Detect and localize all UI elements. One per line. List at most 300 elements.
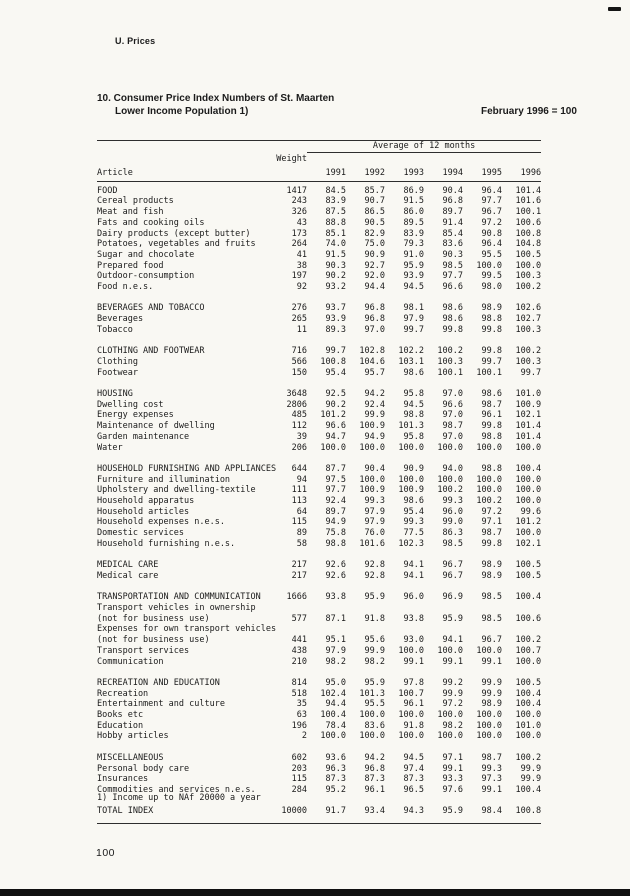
cell-1991: 93.9 [325,314,346,325]
cell-1991: 92.4 [325,496,346,507]
cell-1994: 97.7 [442,271,463,282]
cell-1996: 100.0 [515,260,542,271]
cell-1994: 97.0 [442,410,463,421]
cell-1993: 100.0 [398,442,424,453]
cell-1992: 95.9 [364,592,385,603]
table-row [97,464,541,475]
table-row [97,571,541,582]
cell-1994: 96.8 [442,196,463,207]
cell-1993: 94.1 [403,560,424,571]
cell-weight: 326 [291,207,307,218]
cell-1995: 98.7 [481,752,502,763]
cell-1993: 86.9 [403,185,424,196]
cell-article: Energy expenses [97,410,174,421]
cell-1993: 91.8 [403,720,424,731]
cell-1991: 100.0 [320,731,346,742]
cell-1991 [307,624,346,635]
table-row [97,528,541,539]
cell-weight: 264 [291,239,307,250]
cell-article: Education [97,720,144,731]
footnote: 1) Income up to NAf 20000 a year [97,793,261,803]
cell-1993: 102.3 [398,538,424,549]
cell-1994: 97.0 [442,389,463,400]
cell-1996: 100.0 [515,528,542,539]
cell-1992: 87.3 [364,774,385,785]
cell-1993: 100.0 [398,731,424,742]
cell-1994: 95.9 [442,806,463,817]
cell-1991: 96.6 [325,421,346,432]
cell-article: Meat and fish [97,207,164,218]
cell-1991: 78.4 [325,720,346,731]
cell-article: TRANSPORTATION AND COMMUNICATION [97,592,261,603]
cell-1995: 97.1 [481,517,502,528]
cell-1995: 98.9 [481,560,502,571]
cell-weight: 814 [291,677,307,688]
empty-header-cell [269,141,307,153]
cell-1991: 91.5 [325,249,346,260]
spacer-cell [97,378,541,389]
cell-1993: 94.5 [403,399,424,410]
table-row [97,432,541,443]
cell-1993: 93.9 [403,271,424,282]
cell-1992: 94.2 [364,752,385,763]
cell-weight: 196 [291,720,307,731]
cell-1995: 97.2 [481,217,502,228]
weight-column-header: Weight [276,154,307,164]
cell-1991: 93.2 [325,282,346,293]
table-row [97,282,541,293]
avg-header-row [97,141,541,153]
cell-article: MISCELLANEOUS [97,752,164,763]
column-header-row [97,165,541,182]
cell-1994: 99.8 [442,324,463,335]
cell-1994: 95.9 [442,613,463,624]
cell-1993: 99.7 [403,324,424,335]
cell-weight: 485 [291,410,307,421]
cell-1996: 100.2 [515,346,542,357]
cell-1993: 95.4 [403,506,424,517]
cell-1991: 94.9 [325,517,346,528]
cell-weight [269,603,307,614]
year-column-header-1996: 1996 [502,165,541,182]
cell-1992: 85.7 [364,185,385,196]
table-row [97,646,541,657]
cell-1992: 92.8 [364,560,385,571]
cell-article: Furniture and illumination [97,474,231,485]
table-row [97,614,541,625]
cell-1995: 98.0 [481,282,502,293]
cell-1992: 97.0 [364,324,385,335]
cell-weight: 173 [291,228,307,239]
table-row [97,764,541,775]
cell-1992: 99.3 [364,496,385,507]
cell-weight: 276 [291,303,307,314]
cell-weight: 217 [291,570,307,581]
cell-1995: 100.0 [476,474,502,485]
cell-weight: 150 [291,367,307,378]
table-row [97,624,541,635]
table-row [97,560,541,571]
cell-1992: 100.0 [359,474,385,485]
cell-article: TOTAL INDEX [97,806,154,817]
cell-article: Cereal products [97,196,174,207]
cell-article: BEVERAGES AND TOBACCO [97,303,205,314]
cell-1996: 100.5 [515,249,542,260]
cell-1991: 92.6 [325,570,346,581]
cell-1992: 90.4 [364,463,385,474]
cell-1995: 99.8 [481,324,502,335]
cell-1993: 99.1 [403,656,424,667]
cell-1993: 99.3 [403,517,424,528]
cell-1995 [463,624,502,635]
cell-1991: 94.4 [325,699,346,710]
page-title-line2: Lower Income Population 1) [115,106,249,117]
cell-1991: 92.5 [325,389,346,400]
cell-1995: 98.5 [481,592,502,603]
cell-1992: 95.5 [364,699,385,710]
cell-1996: 100.0 [515,496,542,507]
cell-article: FOOD [97,185,118,196]
cell-1994: 100.3 [437,356,463,367]
cell-1993: 97.4 [403,763,424,774]
cell-1991: 88.8 [325,217,346,228]
cell-1996: 100.2 [515,635,542,646]
cell-1992: 101.6 [359,538,385,549]
cell-1991: 89.7 [325,506,346,517]
cell-1991: 87.5 [325,207,346,218]
cell-1991: 100.8 [320,356,346,367]
cell-1996: 101.2 [515,517,542,528]
cell-1995: 99.9 [481,688,502,699]
cell-weight: 41 [296,249,307,260]
cell-1992: 100.9 [359,421,385,432]
cell-1995: 100.0 [476,710,502,721]
cell-1994: 100.1 [437,367,463,378]
table-row [97,731,541,742]
year-column-header-1993: 1993 [385,165,424,182]
cell-1995: 98.4 [481,806,502,817]
cell-weight: 1417 [286,185,307,196]
spacer-row [97,336,541,347]
cell-1991: 89.3 [325,324,346,335]
cell-1996: 100.4 [515,688,542,699]
cell-1994: 98.6 [442,314,463,325]
table-row [97,721,541,732]
cell-article: CLOTHING AND FOOTWEAR [97,346,205,357]
cell-article: Tobacco [97,324,133,335]
cell-1993: 89.5 [403,217,424,228]
cell-1991: 93.7 [325,303,346,314]
cell-weight: 43 [296,217,307,228]
cell-1992: 90.7 [364,196,385,207]
cell-1996: 100.0 [515,710,542,721]
cell-article: Household furnishing n.e.s. [97,538,236,549]
cell-weight: 2 [301,731,307,742]
table-row [97,753,541,764]
table-row [97,657,541,668]
spacer-cell [97,667,541,678]
cell-1993: 91.0 [403,249,424,260]
cell-1992: 101.3 [359,688,385,699]
cell-article: Transport services [97,645,190,656]
cell-1992: 90.5 [364,217,385,228]
cell-1994: 90.4 [442,185,463,196]
cell-1991: 100.4 [320,710,346,721]
cell-1996: 100.5 [515,570,542,581]
cell-1992: 102.8 [359,346,385,357]
cell-1995: 99.8 [481,346,502,357]
cell-weight: 89 [296,528,307,539]
table-row [97,229,541,240]
spacer-cell [97,742,541,753]
cell-article: Household expenses n.e.s. [97,517,225,528]
cell-1992: 92.0 [364,271,385,282]
cell-1995: 96.4 [481,185,502,196]
cell-1996: 101.4 [515,185,542,196]
cell-1995: 98.9 [481,699,502,710]
table-row [97,207,541,218]
table-row [97,218,541,229]
cell-article: Garden maintenance [97,431,190,442]
cell-1993: 93.0 [403,635,424,646]
cell-1996: 100.5 [515,560,542,571]
year-column-header-1994: 1994 [424,165,463,182]
cell-1995: 99.9 [481,677,502,688]
cell-1992: 104.6 [359,356,385,367]
cell-1991: 93.8 [325,592,346,603]
cell-1995: 100.1 [476,367,502,378]
cell-weight: 3648 [286,389,307,400]
cell-1996: 104.8 [515,239,542,250]
cell-1992: 94.9 [364,431,385,442]
table-row [97,603,541,614]
running-header: U. Prices [115,36,156,46]
scan-artifact-icon [608,7,621,11]
cell-weight: 63 [296,710,307,721]
cell-weight: 92 [296,282,307,293]
cell-1994: 98.5 [442,538,463,549]
cell-1991: 98.2 [325,656,346,667]
cell-1991: 90.3 [325,260,346,271]
cell-1993: 91.5 [403,196,424,207]
cell-1992: 97.9 [364,506,385,517]
cell-1994: 97.0 [442,431,463,442]
cell-1996: 102.1 [515,538,542,549]
cell-weight: 210 [291,656,307,667]
cell-1991: 96.3 [325,763,346,774]
cell-1991: 91.7 [325,806,346,817]
cell-article: Domestic services [97,528,184,539]
table-row [97,196,541,207]
cell-1996: 100.4 [515,784,542,795]
cell-1994: 98.7 [442,421,463,432]
cell-article: Dairy products (except butter) [97,228,251,239]
cell-weight: 64 [296,506,307,517]
cell-1994: 100.0 [437,645,463,656]
cell-1994: 96.6 [442,282,463,293]
cell-1991: 74.0 [325,239,346,250]
table-row [97,346,541,357]
cell-weight: 217 [291,560,307,571]
cell-1992: 92.7 [364,260,385,271]
cell-1993: 103.1 [398,356,424,367]
cell-1995: 98.8 [481,314,502,325]
table-row [97,303,541,314]
empty-header-cell [269,165,307,182]
table-row [97,421,541,432]
cell-1993: 94.3 [403,806,424,817]
cell-1996: 100.8 [515,228,542,239]
cell-weight: 197 [291,271,307,282]
table-row [97,239,541,250]
cell-1993: 98.1 [403,303,424,314]
cell-1993: 94.5 [403,282,424,293]
cell-1991: 83.9 [325,196,346,207]
cell-1993: 95.9 [403,260,424,271]
spacer-cell [97,293,541,304]
cell-weight: 203 [291,763,307,774]
cell-1994: 98.5 [442,260,463,271]
cell-article: Expenses for own transport vehicles [97,624,277,635]
cell-1996: 100.2 [515,282,542,293]
cell-1991: 98.8 [325,538,346,549]
cell-1992: 90.9 [364,249,385,260]
cell-1996: 101.4 [515,421,542,432]
cell-1996: 100.3 [515,271,542,282]
cell-1995: 96.7 [481,207,502,218]
empty-header-cell [307,152,541,165]
cell-1996: 99.9 [520,763,542,774]
cell-1994: 97.2 [442,699,463,710]
cell-1996: 99.9 [520,774,542,785]
cell-1993: 100.9 [398,485,424,496]
cell-1991: 87.7 [325,463,346,474]
cell-article: Dwelling cost [97,399,164,410]
cell-1991: 93.6 [325,752,346,763]
cell-article: Maintenance of dwelling [97,421,215,432]
cell-weight: 644 [291,463,307,474]
cell-article: Commodities and services n.e.s. [97,784,256,795]
cell-1994: 100.0 [437,710,463,721]
cell-1992: 75.0 [364,239,385,250]
cell-weight: 111 [291,485,307,496]
cell-1992: 96.8 [364,314,385,325]
cell-1995: 96.7 [481,635,502,646]
cell-1994: 99.1 [442,656,463,667]
cell-1994: 97.1 [442,752,463,763]
cell-article: HOUSEHOLD FURNISHING AND APPLIANCES [97,463,277,474]
scan-edge-bottom [0,889,630,896]
cell-1995: 97.7 [481,196,502,207]
cell-weight: 265 [291,314,307,325]
table-row [97,635,541,646]
table-row [97,410,541,421]
cell-article: Insurances [97,774,149,785]
cell-1996: 100.0 [515,442,542,453]
cell-1996: 100.4 [515,463,542,474]
table-row [97,539,541,550]
cell-1991: 102.4 [320,688,346,699]
cell-1994: 85.4 [442,228,463,239]
cell-1994: 89.7 [442,207,463,218]
table-row [97,261,541,272]
table-row [97,710,541,721]
cell-1996: 100.3 [515,356,542,367]
cell-1992: 95.6 [364,635,385,646]
cell-article: Recreation [97,688,149,699]
cell-article: HOUSING [97,389,133,400]
cell-1994: 90.3 [442,249,463,260]
cell-1994: 100.0 [437,731,463,742]
cell-1996: 100.5 [515,677,542,688]
cell-1994: 93.3 [442,774,463,785]
cell-1993: 93.8 [403,613,424,624]
cell-1994: 99.2 [442,677,463,688]
cell-1994: 98.6 [442,303,463,314]
cell-1994: 94.0 [442,463,463,474]
page-title: 10. Consumer Price Index Numbers of St. Maarten [97,93,335,104]
cell-1995: 98.6 [481,389,502,400]
cell-1996: 100.0 [515,656,542,667]
cell-1991: 84.5 [325,185,346,196]
cell-1992: 76.0 [364,528,385,539]
cell-article: MEDICAL CARE [97,560,159,571]
cell-1995: 97.2 [481,506,502,517]
cell-weight: 243 [291,196,307,207]
table-row [97,485,541,496]
cell-1993: 100.0 [398,474,424,485]
cell-1995: 98.7 [481,399,502,410]
year-column-header-1991: 1991 [307,165,346,182]
cell-1995: 100.0 [476,720,502,731]
cell-1993: 97.8 [403,677,424,688]
cell-article: Medical care [97,570,159,581]
cell-article: Transport vehicles in ownership [97,603,256,614]
cell-1995: 97.3 [481,774,502,785]
cell-1995: 99.8 [481,538,502,549]
table-row [97,806,541,823]
cell-1995: 98.7 [481,528,502,539]
cell-1991: 95.0 [325,677,346,688]
cell-article: Entertainment and culture [97,699,225,710]
table-row [97,517,541,528]
cell-1995: 100.0 [476,485,502,496]
table-row [97,368,541,379]
spacer-row [97,378,541,389]
cell-1993: 100.7 [398,688,424,699]
cell-1991: 97.9 [325,645,346,656]
cell-1996: 100.7 [515,645,542,656]
spacer-cell [97,453,541,464]
cell-weight: 112 [291,421,307,432]
cell-weight: 716 [291,346,307,357]
year-column-header-1992: 1992 [346,165,385,182]
table-row [97,389,541,400]
cell-1992: 100.0 [359,710,385,721]
cell-1995: 98.8 [481,463,502,474]
cell-1995: 96.1 [481,410,502,421]
cell-1994: 91.4 [442,217,463,228]
cell-1992: 99.9 [364,645,385,656]
cell-1996: 100.2 [515,752,542,763]
table-row [97,689,541,700]
cell-article: Beverages [97,314,144,325]
cell-1994: 99.3 [442,496,463,507]
cell-1991: 95.4 [325,367,346,378]
cell-1993: 95.8 [403,431,424,442]
cell-1995: 100.2 [476,496,502,507]
cell-1996: 100.9 [515,399,542,410]
